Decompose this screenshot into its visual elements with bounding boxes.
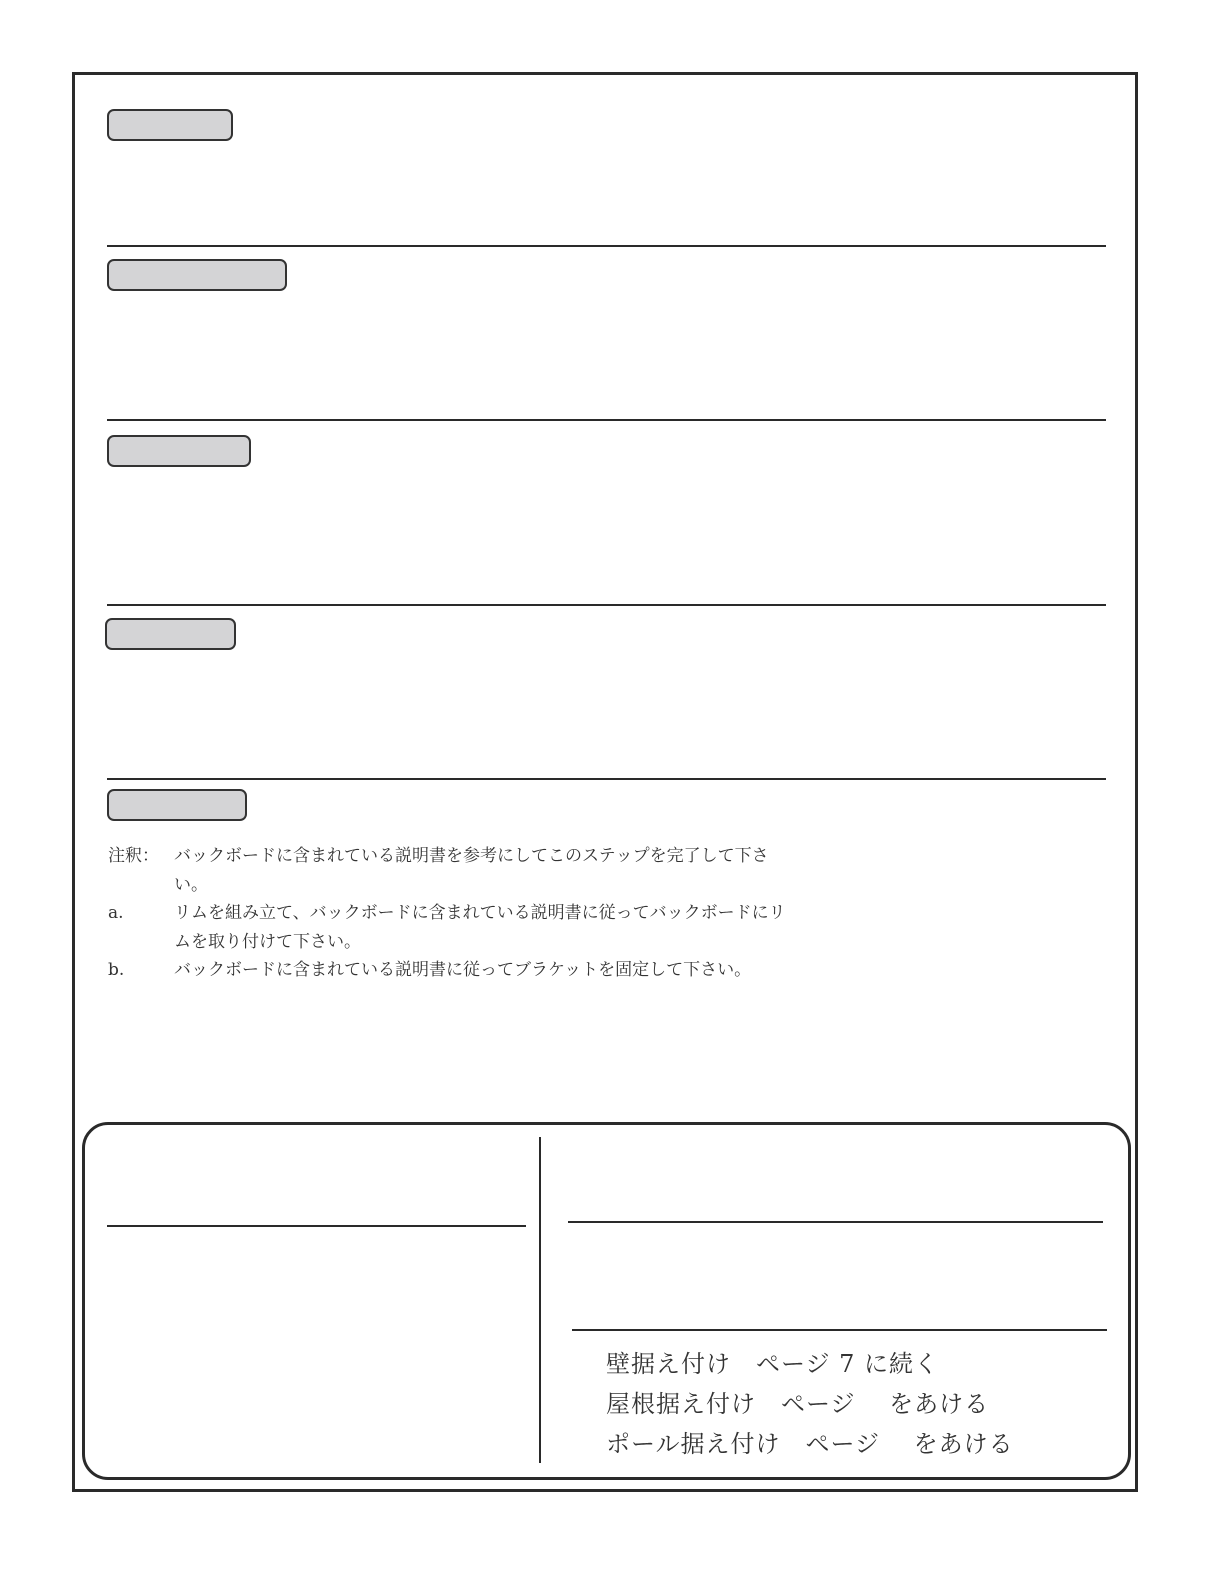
step-label-1 [107,109,233,141]
option-wall-mount: 壁据え付け ページ 7 に続く [606,1350,940,1378]
box-left-divider [107,1225,526,1227]
section-divider-2 [107,419,1106,421]
note-text: バックボードに含まれている説明書に従ってブラケットを固定して下さい。 [174,960,752,980]
step-label-2 [107,259,287,291]
note-text: バックボードに含まれている説明書を参考にしてこのステップを完了して下さい。 [174,846,769,895]
section-divider-4 [107,778,1106,780]
note-key: 注釈： [108,846,159,866]
section-divider-1 [107,245,1106,247]
mounting-options-list [606,1344,1014,1464]
box-vertical-divider [539,1137,541,1463]
note-item [108,956,788,985]
box-right-divider-2 [572,1329,1107,1331]
section-divider-3 [107,604,1106,606]
note-item [108,899,788,956]
note-text: リムを組み立て、バックボードに含まれている説明書に従ってバックボードにリムを取り付けて下さい。 [174,903,786,952]
box-right-divider-1 [568,1221,1103,1223]
option-pole-mount: ポール据え付け ページ をあける [606,1430,1014,1458]
note-key: a. [108,903,124,923]
step-label-4 [105,618,236,650]
step-label-3 [107,435,251,467]
option-roof-mount: 屋根据え付け ページ をあける [606,1390,990,1418]
instruction-notes [108,842,788,985]
note-item [108,842,788,899]
step-label-5 [107,789,247,821]
note-key: b. [108,960,125,980]
